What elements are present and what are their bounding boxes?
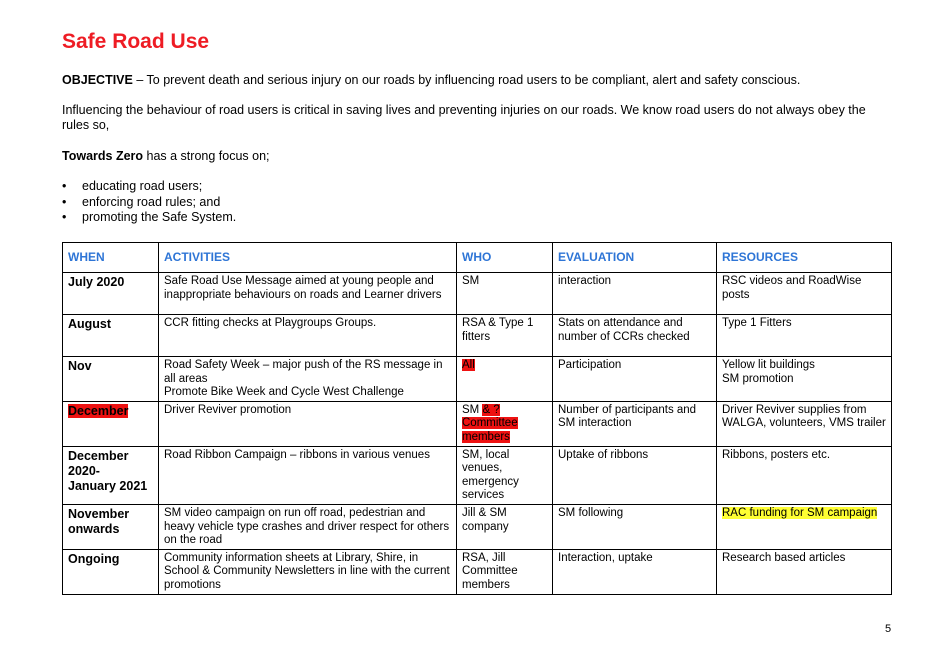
focus-paragraph	[62, 149, 872, 164]
table-row	[63, 549, 892, 594]
cell-evaluation: interaction	[553, 273, 717, 315]
cell-who	[457, 357, 553, 402]
cell-who: SM, local venues, emergency services	[457, 446, 553, 504]
cell-evaluation: Interaction, uptake	[553, 549, 717, 594]
cell-when: December 2020- January 2021	[63, 446, 159, 504]
who-highlight: & ? Committee members	[462, 403, 518, 443]
cell-evaluation: Number of participants and SM interaction	[553, 401, 717, 446]
objective-paragraph	[62, 73, 872, 88]
focus-label: Towards Zero	[62, 149, 144, 163]
resources-highlight: RAC funding for SM campaign	[722, 506, 878, 519]
page-number: 5	[885, 623, 892, 635]
cell-when: November onwards	[63, 504, 159, 549]
bullet-icon: •	[62, 210, 67, 224]
table-header-row	[63, 243, 892, 273]
cell-who: SM & ? Committee members	[457, 401, 553, 446]
focus-bullet-list	[62, 179, 236, 226]
cell-resources: Research based articles	[717, 549, 892, 594]
bullet-item: • educating road users;	[62, 179, 203, 193]
table-row	[63, 401, 892, 446]
bullet-icon: •	[62, 194, 67, 209]
bullet-item: • enforcing road rules; and	[62, 194, 221, 209]
cell-resources: Driver Reviver supplies from WALGA, volunteers, VMS trailer	[717, 401, 892, 446]
header-who: WHO	[457, 243, 553, 273]
cell-who: RSA, Jill Committee members	[457, 549, 553, 594]
cell-when: August	[63, 315, 159, 357]
cell-who: SM	[457, 273, 553, 315]
page-title: Safe Road Use	[62, 30, 210, 53]
focus-text: has a strong focus on;	[143, 149, 270, 163]
cell-evaluation: SM following	[553, 504, 717, 549]
cell-evaluation: Uptake of ribbons	[553, 446, 717, 504]
intro-paragraph: Influencing the behaviour of road users is critical in saving lives and preventing injuries on our roads. We know road users do not always obey the rules so,	[62, 103, 866, 132]
cell-activities: Safe Road Use Message aimed at young people and inappropriate behaviours on roads and Learner drivers	[159, 273, 457, 315]
bullet-icon: •	[62, 179, 67, 193]
cell-evaluation: Participation	[553, 357, 717, 402]
cell-when	[63, 401, 159, 446]
cell-activities: Driver Reviver promotion	[159, 401, 457, 446]
cell-activities: Road Safety Week – major push of the RS message in all areas Promote Bike Week and Cycle West Challenge	[159, 357, 457, 402]
header-evaluation: EVALUATION	[553, 243, 717, 273]
cell-activities: Road Ribbon Campaign – ribbons in various venues	[159, 446, 457, 504]
header-when: WHEN	[63, 243, 159, 273]
cell-resources: Ribbons, posters etc.	[717, 446, 892, 504]
table-row	[63, 315, 892, 357]
table-row	[63, 446, 892, 504]
when-highlight: December	[68, 403, 129, 418]
cell-resources	[717, 504, 892, 549]
header-activities: ACTIVITIES	[159, 243, 457, 273]
cell-activities: Community information sheets at Library, Shire, in School & Community Newsletters in line with the current promotions	[159, 549, 457, 594]
objective-label: OBJECTIVE	[62, 73, 133, 87]
objective-text: – To prevent death and serious injury on our roads by influencing road users to be compliant, alert and safety conscious.	[132, 73, 801, 87]
who-highlight: All	[462, 359, 475, 371]
cell-who: RSA & Type 1 fitters	[457, 315, 553, 357]
cell-activities: CCR fitting checks at Playgroups Groups.	[159, 315, 457, 357]
bullet-item: • promoting the Safe System.	[62, 210, 237, 224]
cell-when: Nov	[63, 357, 159, 402]
header-resources: RESOURCES	[717, 243, 892, 273]
cell-resources: RSC videos and RoadWise posts	[717, 273, 892, 315]
action-plan-table	[62, 242, 892, 595]
table-row	[63, 504, 892, 549]
cell-resources: Type 1 Fitters	[717, 315, 892, 357]
cell-when: Ongoing	[63, 549, 159, 594]
cell-evaluation: Stats on attendance and number of CCRs checked	[553, 315, 717, 357]
table-row	[63, 273, 892, 315]
cell-who: Jill & SM company	[457, 504, 553, 549]
cell-resources: Yellow lit buildings SM promotion	[717, 357, 892, 402]
cell-when: July 2020	[63, 273, 159, 315]
cell-activities: SM video campaign on run off road, pedestrian and heavy vehicle type crashes and driver respect for others on the road	[159, 504, 457, 549]
table-row	[63, 357, 892, 402]
